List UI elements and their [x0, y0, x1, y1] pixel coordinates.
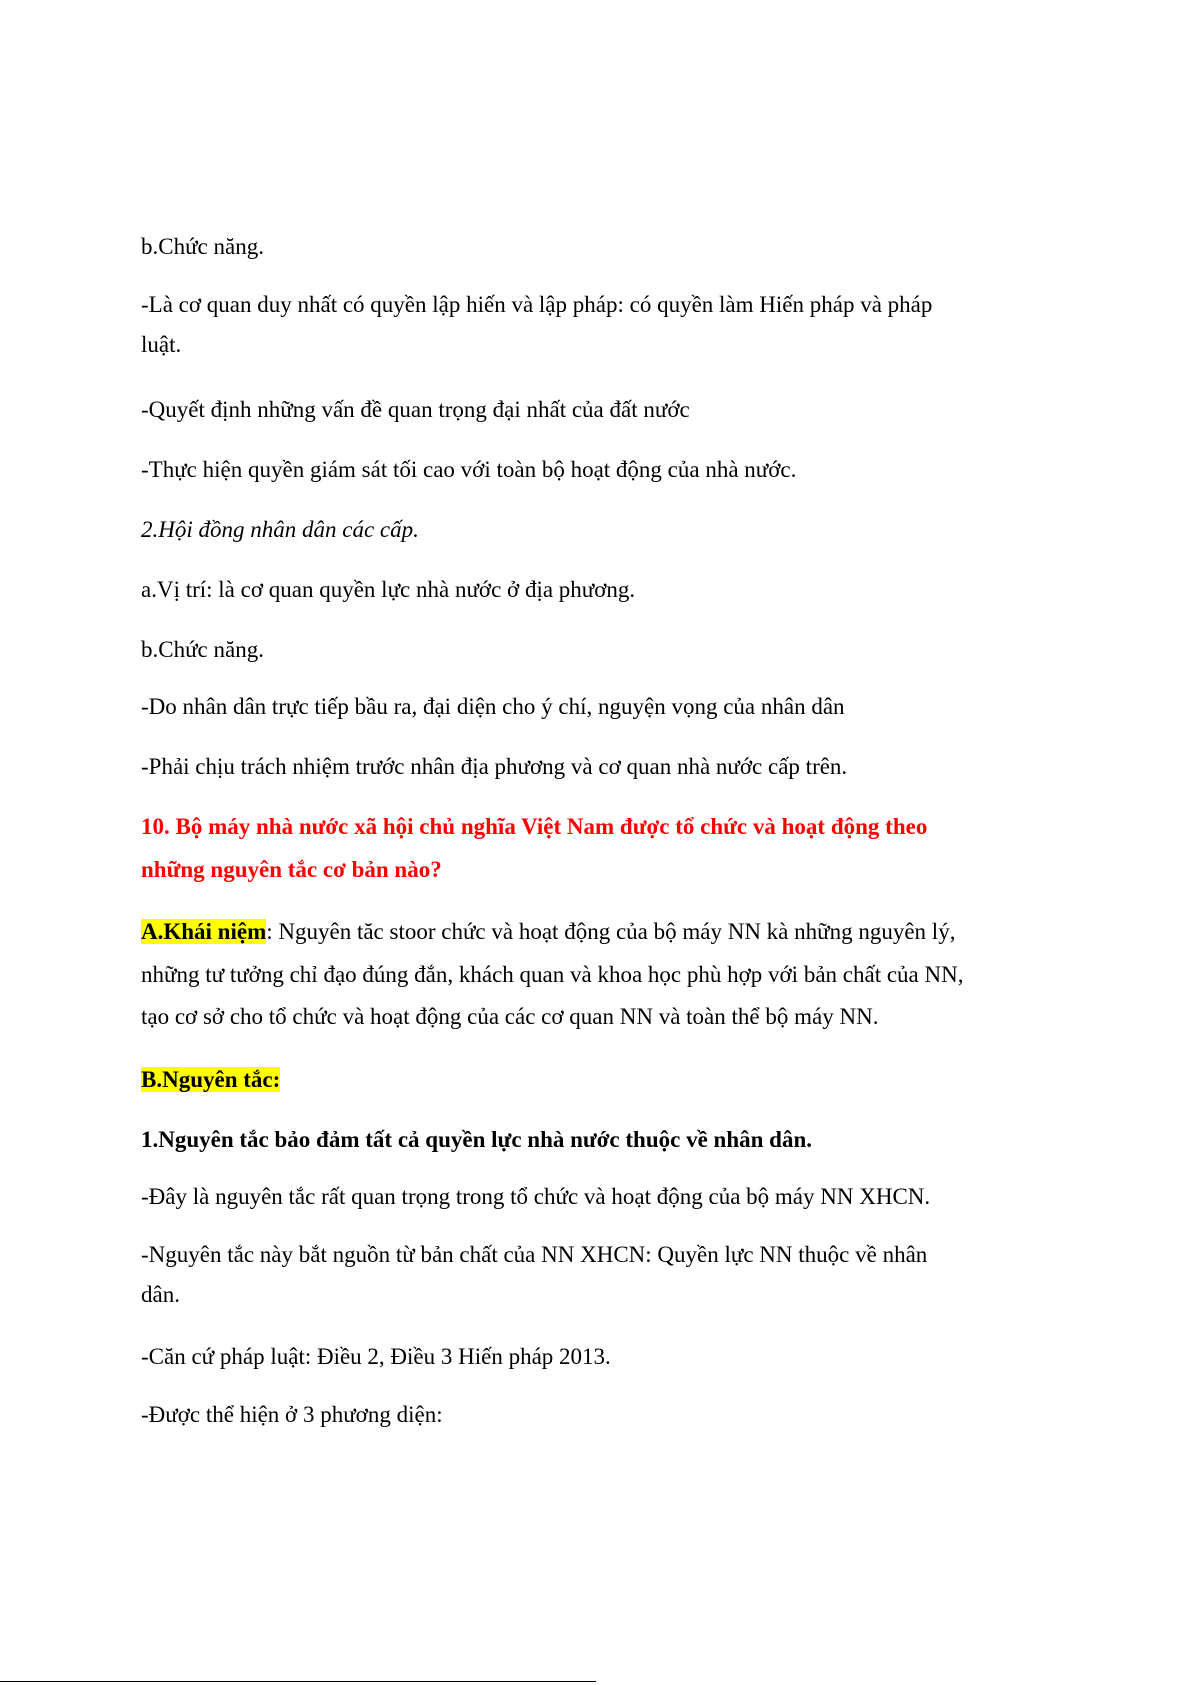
text-line: dân.	[141, 1282, 180, 1307]
principle-heading: 1.Nguyên tắc bảo đảm tất cả quyền lực nhà nước thuộc về nhân dân.	[141, 1127, 813, 1152]
text-line: -Đây là nguyên tắc rất quan trọng trong tổ chức và hoạt động của bộ máy NN XHCN.	[141, 1184, 931, 1209]
principles-label: B.Nguyên tắc:	[141, 1067, 281, 1092]
text-line: tạo cơ sở cho tổ chức và hoạt động của các cơ quan NN và toàn thể bộ máy NN.	[141, 1004, 879, 1029]
question-heading: 10. Bộ máy nhà nước xã hội chủ nghĩa Việt Nam được tổ chức và hoạt động theo	[141, 814, 928, 839]
text-line: luật.	[141, 332, 182, 357]
principles-heading	[141, 1065, 280, 1095]
text-line: -Phải chịu trách nhiệm trước nhân địa phương và cơ quan nhà nước cấp trên.	[141, 754, 848, 779]
text-line: -Quyết định những vấn đề quan trọng đại nhất của đất nước	[141, 397, 690, 422]
text-line: -Thực hiện quyền giám sát tối cao với toàn bộ hoạt động của nhà nước.	[141, 457, 797, 482]
subsection-heading: 2.Hội đồng nhân dân các cấp.	[141, 517, 419, 542]
concept-text: : Nguyên tăc stoor chức và hoạt động của bộ máy NN kà những nguyên lý,	[266, 919, 956, 944]
text-line: những tư tưởng chỉ đạo đúng đắn, khách quan và khoa học phù hợp với bản chất của NN,	[141, 962, 964, 987]
text-line: -Là cơ quan duy nhất có quyền lập hiến và lập pháp: có quyền làm Hiến pháp và pháp	[141, 292, 933, 317]
text-line: -Nguyên tắc này bắt nguồn từ bản chất của NN XHCN: Quyền lực NN thuộc về nhân	[141, 1242, 928, 1267]
concept-label: A.Khái niệm	[141, 919, 267, 944]
text-line: -Căn cứ pháp luật: Điều 2, Điều 3 Hiến pháp 2013.	[141, 1344, 611, 1369]
section-heading-functions: b.Chức năng.	[141, 234, 264, 259]
text-line: -Được thể hiện ở 3 phương diện:	[141, 1402, 443, 1427]
question-heading: những nguyên tắc cơ bản nào?	[141, 857, 442, 882]
section-heading-functions: b.Chức năng.	[141, 637, 264, 662]
footer-divider	[0, 1681, 596, 1682]
concept-paragraph	[141, 917, 955, 947]
text-line: a.Vị trí: là cơ quan quyền lực nhà nước ở địa phương.	[141, 577, 636, 602]
text-line: -Do nhân dân trực tiếp bầu ra, đại diện cho ý chí, nguyện vọng của nhân dân	[141, 694, 845, 719]
